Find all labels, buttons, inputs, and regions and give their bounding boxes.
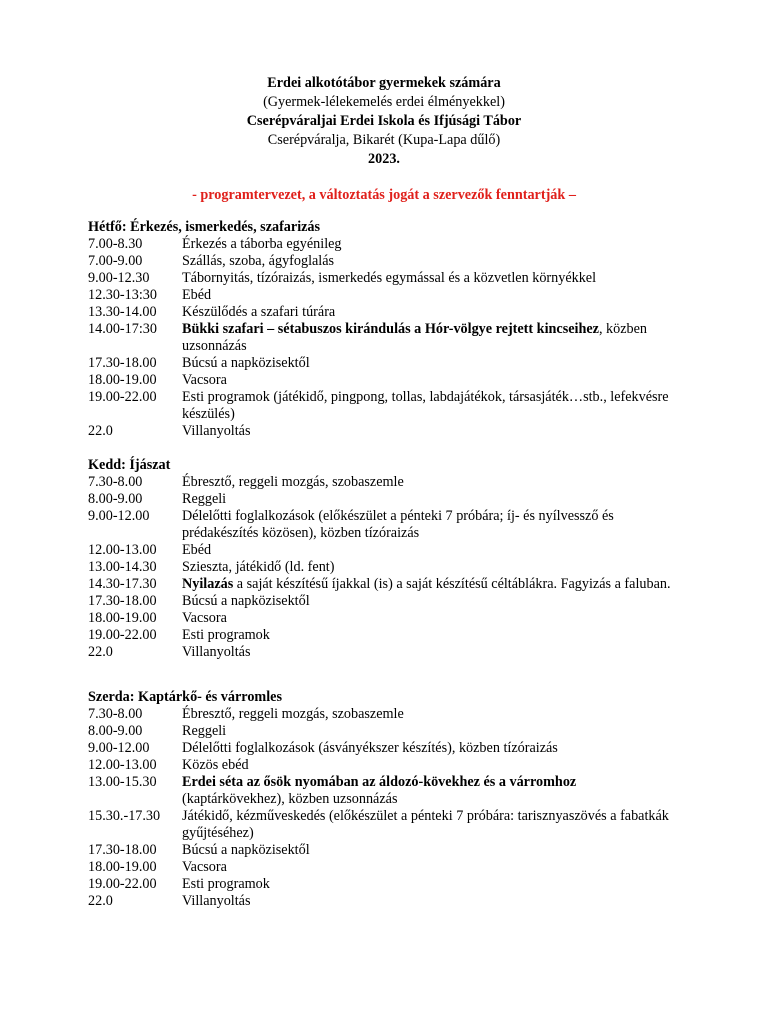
schedule-time: 9.00-12.30 [88,270,150,286]
schedule-row [88,559,678,576]
header-year: 2023. [368,151,400,167]
schedule-row [88,474,678,491]
schedule-description [182,842,678,859]
schedule-description [182,627,678,644]
schedule-time: 9.00-12.00 [88,740,150,756]
schedule-row [88,236,678,253]
schedule-row [88,859,678,876]
header-subtitle: (Gyermek-lélekemelés erdei élményekkel) [263,94,505,110]
schedule-description [182,287,678,304]
schedule-text: Villanyoltás [182,893,251,909]
schedule-text: , közben uzsonnázás [182,321,648,354]
schedule-time: 15.30.-17.30 [88,808,161,824]
schedule-description [182,706,678,723]
schedule-row [88,508,678,542]
schedule-row [88,740,678,757]
schedule-row [88,304,678,321]
schedule-time: 13.00-15.30 [88,774,157,790]
schedule-time: 19.00-22.00 [88,389,157,405]
schedule-text: (kaptárkövekhez), közben uzsonnázás [182,791,398,807]
schedule-description [182,372,678,389]
schedule-text: Közös ebéd [182,757,249,773]
schedule-text: Esti programok (játékidő, pingpong, tollas, labdajátékok, társasjáték…stb., lefekvésre készülés) [182,389,669,422]
schedule-description [182,576,678,593]
schedule-description [182,559,678,576]
schedule-description [182,610,678,627]
schedule-row [88,757,678,774]
schedule-time: 17.30-18.00 [88,842,157,858]
schedule-time: 7.30-8.00 [88,706,143,722]
schedule-description [182,774,678,808]
schedule-text: Játékidő, kézműveskedés (előkészület a pénteki 7 próbára: tarisznyaszövés a fabatkák gyűjtéséhez) [182,808,669,841]
schedule-description [182,491,678,508]
schedule-row [88,644,678,661]
schedule-text: Reggeli [182,491,227,507]
schedule-row [88,423,678,440]
schedule-description [182,474,678,491]
schedule-description [182,355,678,372]
schedule-row [88,270,678,287]
schedule-description [182,757,678,774]
schedule-description [182,270,678,287]
schedule-text: Búcsú a napközisektől [182,593,310,609]
schedule-text: a saját készítésű íjakkal (is) a saját készítésű céltáblákra. Fagyizás a faluban. [233,576,671,592]
schedule-text: Villanyoltás [182,423,251,439]
schedule-text: Sziesztа, játékidő (ld. fent) [182,559,335,575]
day-section-monday [88,219,678,440]
schedule-highlight: Erdei séta az ősök nyomában az áldozó-kövekhez és a várromhoz [182,774,577,790]
schedule-row [88,287,678,304]
schedule-text: Vacsora [182,610,227,626]
schedule-description [182,236,678,253]
schedule-time: 19.00-22.00 [88,627,157,643]
schedule-time: 9.00-12.00 [88,508,150,524]
schedule-description [182,253,678,270]
schedule-description [182,423,678,440]
schedule-text: Ebéd [182,287,212,303]
header-address: Cserépváralja, Bikarét (Kupa-Lapa dűlő) [267,132,501,148]
schedule-row [88,774,678,808]
schedule-row [88,372,678,389]
day-rows [88,474,678,661]
schedule-text: Ébresztő, reggeli mozgás, szobaszemle [182,706,404,722]
schedule-time: 7.30-8.00 [88,474,143,490]
program-notice: - programtervezet, a változtatás jogát a szervezők fenntartják – [192,187,576,203]
schedule-row [88,491,678,508]
schedule-description [182,593,678,610]
schedule-description [182,508,678,542]
schedule-row [88,808,678,842]
schedule-description [182,304,678,321]
schedule-description [182,389,678,423]
schedule-row [88,842,678,859]
schedule-highlight: Bükki szafari – sétabuszos kirándulás a Hór-völgye rejtett kincseihez [182,321,599,337]
schedule-text: Érkezés a táborba egyénileg [182,236,342,252]
schedule-time: 14.00-17:30 [88,321,157,337]
schedule-highlight: Nyilazás [182,576,234,592]
schedule-description [182,321,678,355]
schedule-text: Esti programok [182,627,270,643]
day-section-tuesday [88,457,678,661]
schedule-time: 7.00-8.30 [88,236,143,252]
schedule-time: 18.00-19.00 [88,610,157,626]
schedule-row [88,253,678,270]
schedule-time: 14.30-17.30 [88,576,157,592]
schedule-time: 13.00-14.30 [88,559,157,575]
schedule-time: 13.30-14.00 [88,304,157,320]
schedule-description [182,876,678,893]
schedule-row [88,593,678,610]
schedule-row [88,576,678,593]
schedule-description [182,740,678,757]
schedule-time: 8.00-9.00 [88,723,143,739]
schedule-row [88,723,678,740]
schedule-description [182,859,678,876]
schedule-description [182,893,678,910]
day-rows [88,706,678,910]
day-title: Hétfő: Érkezés, ismerkedés, szafarizás [88,219,321,235]
header-venue: Cserépváraljai Erdei Iskola és Ifjúsági Tábor [246,113,522,129]
schedule-text: Készülődés a szafari túrára [182,304,336,320]
schedule-time: 17.30-18.00 [88,593,157,609]
schedule-text: Villanyoltás [182,644,251,660]
schedule-row [88,706,678,723]
schedule-description [182,808,678,842]
schedule-time: 18.00-19.00 [88,372,157,388]
schedule-time: 18.00-19.00 [88,859,157,875]
schedule-description [182,723,678,740]
schedule-row [88,876,678,893]
schedule-row [88,610,678,627]
schedule-row [88,321,678,355]
schedule-text: Délelőtti foglalkozások (előkészület a pénteki 7 próbára; íj- és nyílvessző és prédakészítés közösen), közben tízóraizás [182,508,614,541]
schedule-row [88,893,678,910]
schedule-text: Délelőtti foglalkozások (ásványékszer készítés), közben tízóraizás [182,740,558,756]
schedule-time: 12.00-13.00 [88,757,157,773]
day-title: Szerda: Kaptárkő- és várromles [88,689,282,705]
schedule-time: 12.30-13:30 [88,287,157,303]
schedule-row [88,627,678,644]
schedule-description [182,542,678,559]
schedule-text: Esti programok [182,876,270,892]
schedule-text: Ébresztő, reggeli mozgás, szobaszemle [182,474,404,490]
schedule-time: 7.00-9.00 [88,253,143,269]
schedule-time: 8.00-9.00 [88,491,143,507]
schedule-time: 22.0 [88,644,113,660]
schedule-text: Vacsora [182,372,227,388]
schedule-row [88,355,678,372]
document-header [0,74,768,169]
schedule-text: Vacsora [182,859,227,875]
day-rows [88,236,678,440]
schedule-description [182,644,678,661]
schedule-row [88,542,678,559]
schedule-time: 22.0 [88,423,113,439]
day-title: Kedd: Íjászat [88,457,171,473]
schedule-time: 12.00-13.00 [88,542,157,558]
schedule-text: Tábornyitás, tízóraizás, ismerkedés egymással és a közvetlen környékkel [182,270,597,286]
schedule-time: 17.30-18.00 [88,355,157,371]
schedule-text: Ebéd [182,542,212,558]
schedule-text: Búcsú a napközisektől [182,355,310,371]
schedule-time: 19.00-22.00 [88,876,157,892]
schedule-row [88,389,678,423]
schedule-text: Búcsú a napközisektől [182,842,310,858]
schedule-text: Reggeli [182,723,227,739]
header-title: Erdei alkotótábor gyermekek számára [267,75,501,91]
day-section-wednesday [88,689,678,910]
schedule-text: Szállás, szoba, ágyfoglalás [182,253,335,269]
schedule-time: 22.0 [88,893,113,909]
